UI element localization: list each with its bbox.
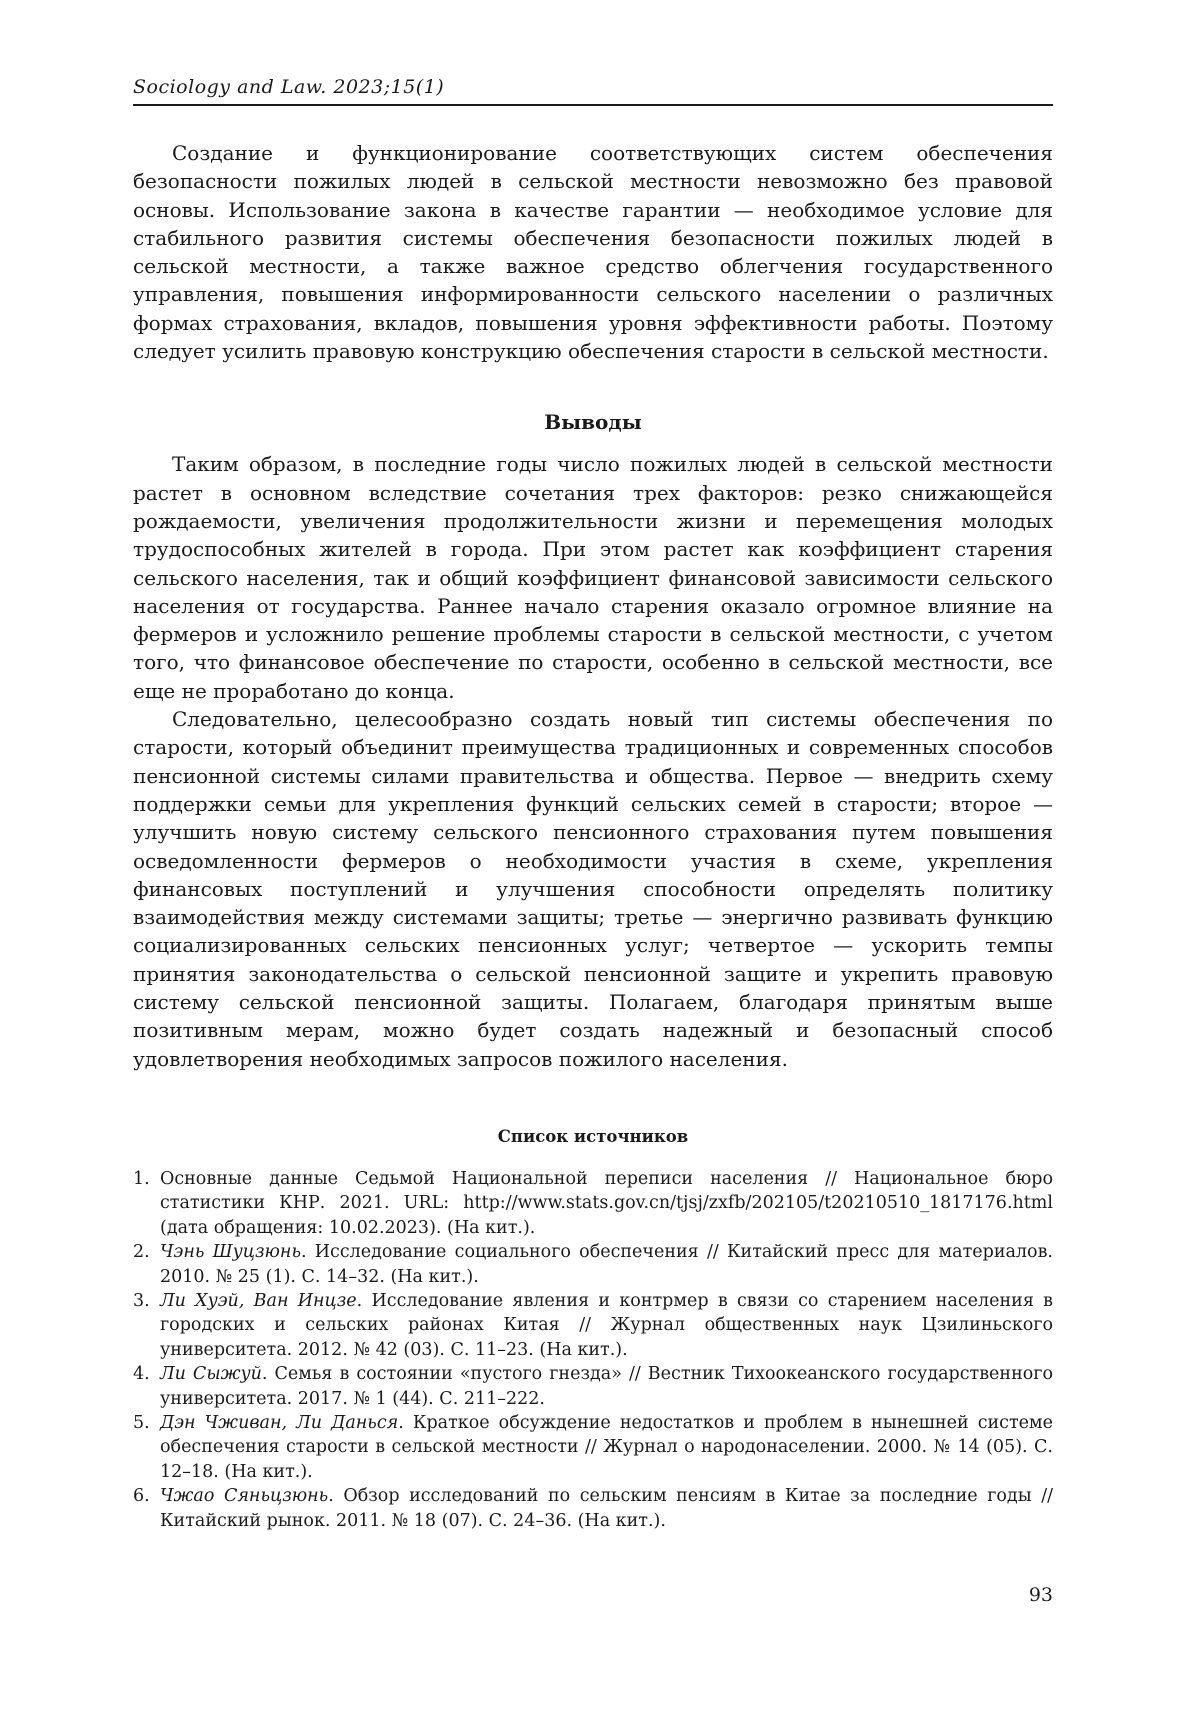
reference-number: 3. (133, 1290, 150, 1311)
reference-text: . Краткое обсуждение недостатков и проблем в нынешней системе обеспечения старости в сельской местности // Журнал о народонаселении. 2000. № 14 (05). С. 12–18. (На кит.). (160, 1412, 1053, 1482)
reference-number: 1. (133, 1168, 150, 1189)
conclusions-heading: Выводы (544, 410, 642, 435)
reference-item (133, 1411, 1053, 1484)
reference-number: 2. (133, 1242, 150, 1263)
reference-authors: Ли Сыжуй (160, 1364, 262, 1385)
reference-text: . Обзор исследований по сельским пенсиям в Китае за последние годы // Китайский рынок. 2011. № 18 (07). С. 24–36. (На кит.). (160, 1486, 1053, 1531)
reference-number: 5. (133, 1412, 150, 1433)
reference-authors: Ли Хуэй, Ван Инцзе (160, 1290, 357, 1311)
reference-text: . Исследование явления и контрмер в связи со старением населения в городских и сельских районах Китая // Журнал общественных наук Цзилиньского университета. 2012. № 42 (03). С. 11–23. (На кит.). (160, 1290, 1053, 1360)
reference-text: Основные данные Седьмой Национальной переписи населения // Национальное бюро статистики КНР. 2021. URL: http://www.stats.gov.cn/tjsj/zxfb/202105/t20210510_1817176.html (дата обращения: 10.02.2023). (На кит.). (160, 1168, 1053, 1238)
reference-item (133, 1484, 1053, 1533)
reference-authors: Дэн Чживан, Ли Данься (160, 1412, 399, 1433)
reference-item (133, 1240, 1053, 1289)
conclusions-paragraph-2: Следовательно, целесообразно создать новый тип системы обеспечения по старости, который объединит преимущества традиционных и современных способов пенсионной системы силами правительства и общества. Первое — внедрить схему поддержки семьи для укрепления функций сельских семей в старости; второе — улучшить новую систему сельского пенсионного страхования путем повышения осведомленности фермеров о необходимости участия в схеме, укрепления финансовых поступлений и улучшения способности определять политику взаимодействия между системами защиты; третье — энергично развивать функцию социализированных сельских пенсионных услуг; четвертое — ускорить темпы принятия законодательства о сельской пенсионной защите и укрепить правовую систему сельской пенсионной защиты. Полагаем, благодаря принятым выше позитивным мерам, можно будет создать надежный и безопасный способ удовлетворения необходимых запросов пожилого населения. (133, 707, 1053, 1071)
page (133, 70, 1053, 1670)
reference-number: 6. (133, 1486, 150, 1507)
running-header: Sociology and Law. 2023;15(1) (133, 70, 1053, 106)
reference-item (133, 1362, 1053, 1411)
reference-item (133, 1289, 1053, 1362)
references-heading: Список источников (497, 1126, 689, 1146)
references-list (133, 1167, 1053, 1533)
reference-authors: Чжао Сяньцзюнь (160, 1486, 329, 1507)
article-body (133, 139, 1053, 1073)
reference-authors: Чэнь Шуцзюнь (160, 1242, 301, 1263)
reference-item (133, 1167, 1053, 1240)
intro-paragraph: Создание и функционирование соответствующих систем обеспечения безопасности пожилых людей в сельской местности невозможно без правовой основы. Использование закона в качестве гарантии — необходимое условие для стабильного развития системы обеспечения безопасности пожилых людей в сельской местности, а также важное средство облегчения государственного управления, повышения информированности сельского населении о различных формах страхования, вкладов, повышения уровня эффективности работы. Поэтому следует усилить правовую конструкцию обеспечения старости в сельской местности. (133, 141, 1053, 364)
page-number: 93 (1028, 1584, 1053, 1606)
reference-text: . Исследование социального обеспечения // Китайский пресс для материалов. 2010. № 25 (1). С. 14–32. (На кит.). (160, 1242, 1053, 1287)
reference-text: . Семья в состоянии «пустого гнезда» // Вестник Тихоокеанского государственного университета. 2017. № 1 (44). С. 211–222. (160, 1364, 1053, 1409)
reference-number: 4. (133, 1364, 150, 1385)
conclusions-paragraph-1: Таким образом, в последние годы число пожилых людей в сельской местности растет в основном вследствие сочетания трех факторов: резко снижающейся рождаемости, увеличения продолжительности жизни и перемещения молодых трудоспособных жителей в города. При этом растет как коэффициент старения сельского населения, так и общий коэффициент финансовой зависимости сельского населения от государства. Раннее начало старения оказало огромное влияние на фермеров и усложнило решение проблемы старости в сельской местности, с учетом того, что финансовое обеспечение по старости, особенно в сельской местности, все еще не проработано до конца. (133, 452, 1053, 703)
